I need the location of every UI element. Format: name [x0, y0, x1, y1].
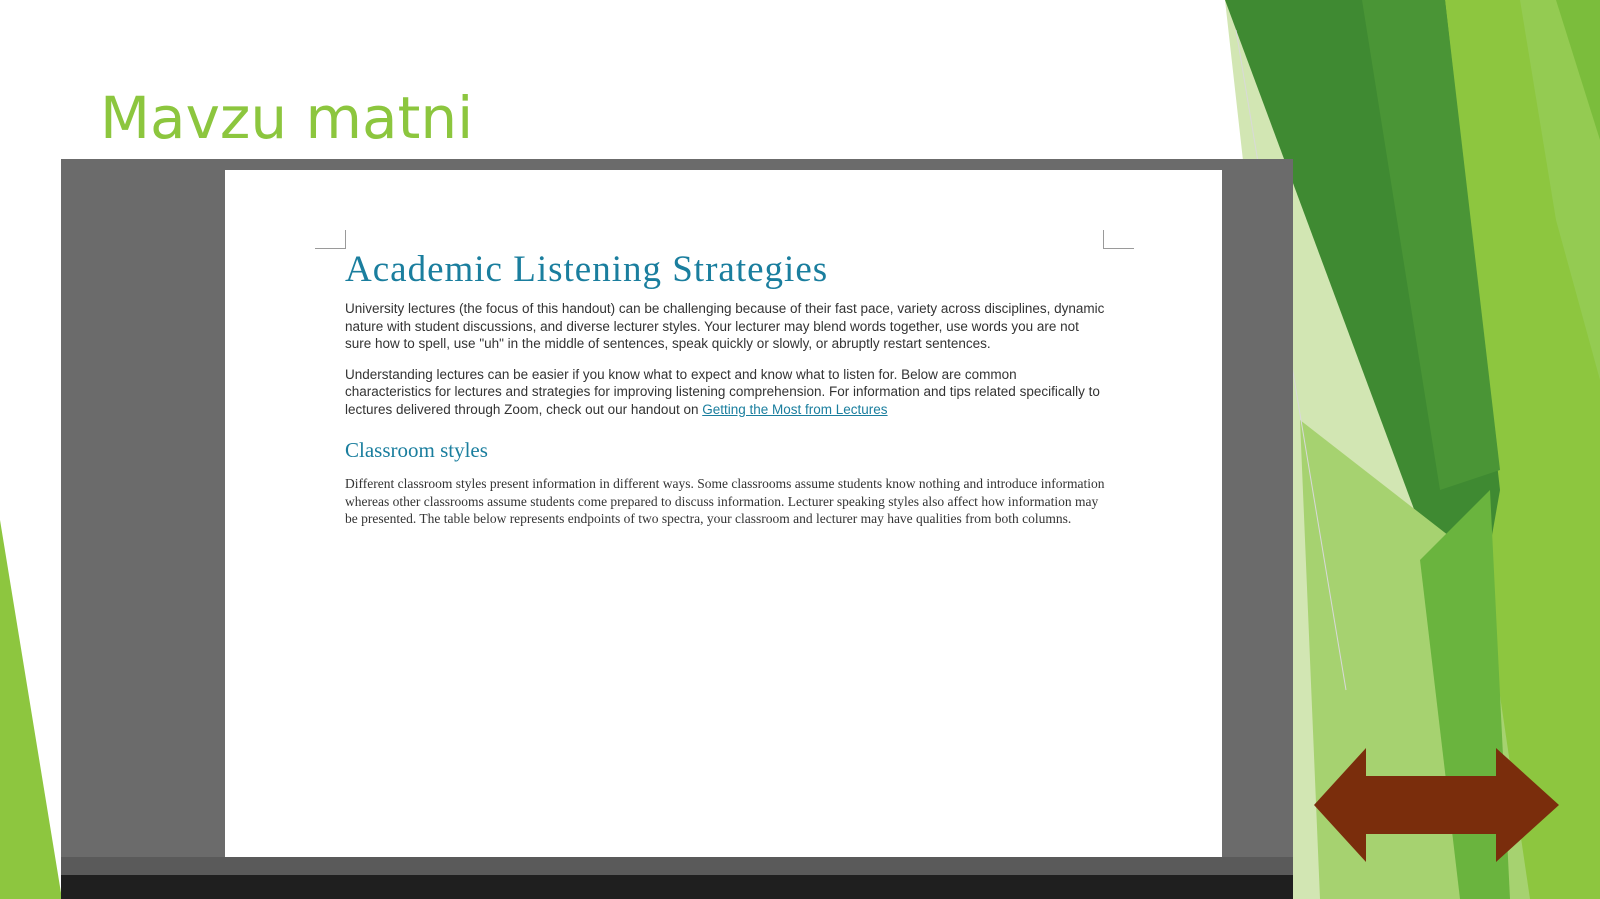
intro-paragraph: University lectures (the focus of this handout) can be challenging because of their fast pace, variety across disciplines, dynamic nature with student discussions, and diverse lecturer styles. Your lecturer may blend words together, use words you are not sure how to spell, use "uh" in the middle of sentences, speak quickly or slowly, or abruptly restart sentences. — [345, 301, 1105, 351]
expectation-paragraph — [345, 366, 1105, 419]
section-heading: Classroom styles — [345, 438, 488, 462]
classroom-styles-paragraph: Different classroom styles present information in different ways. Some classrooms assume students know nothing and introduce information whereas other classrooms assume students come prepared to discuss information. Lecturer speaking styles also affect how information may be presented. The table below represents endpoints of two spectra, your classroom and lecturer may have qualities from both columns. — [345, 476, 1105, 526]
page-corner-mark-right — [1103, 230, 1134, 249]
document-title: Academic Listening Strategies — [345, 249, 829, 290]
expectation-paragraph-text: Understanding lectures can be easier if you know what to expect and know what to listen for. Below are common characteristics for lectures and strategies for improving listening comprehension. For information and tips related specifically to lectures delivered through Zoom, check out our handout on — [345, 366, 1100, 417]
document-content — [345, 248, 1105, 528]
lectures-handout-link[interactable]: Getting the Most from Lectures — [702, 401, 888, 417]
double-arrow-icon[interactable] — [1314, 744, 1560, 866]
slide-title: Mavzu matni — [100, 84, 474, 152]
document-page — [225, 170, 1222, 857]
viewer-bottom-bar — [61, 875, 1293, 899]
document-viewer[interactable] — [61, 159, 1293, 899]
page-corner-mark-left — [315, 230, 346, 249]
